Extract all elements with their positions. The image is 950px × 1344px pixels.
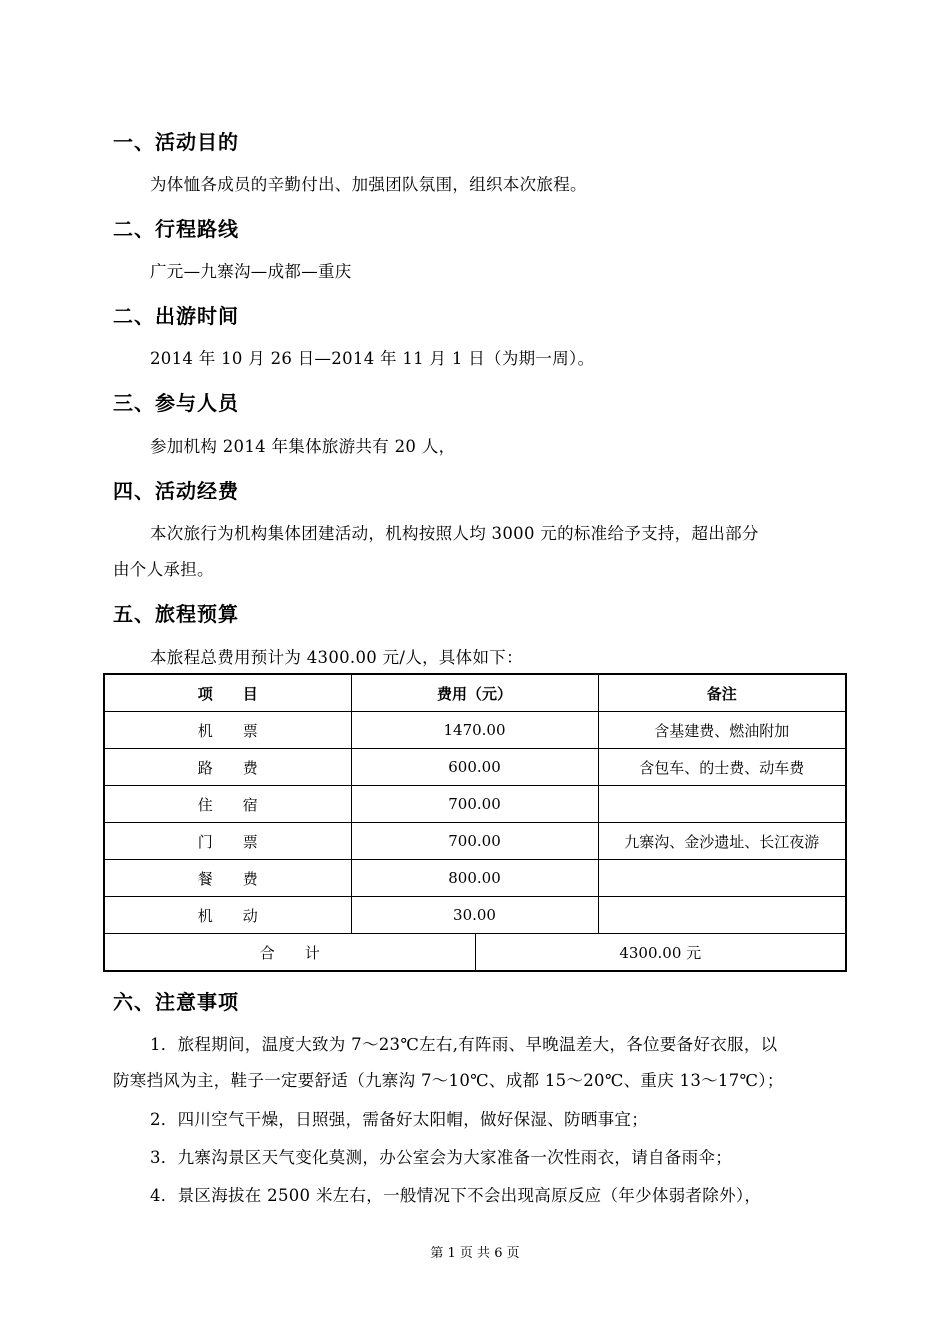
note-1-line1: 1．旅程期间，温度大致为 7～23℃左右,有阵雨、早晚温差大，各位要备好衣服，以 [150, 1035, 778, 1054]
section-heading-participants: 三、参与人员 [113, 391, 239, 415]
section-heading-time: 二、出游时间 [113, 304, 239, 328]
total-label: 合 计 [104, 934, 475, 972]
section-heading-budget: 五、旅程预算 [113, 602, 239, 626]
note-1-line2: 防寒挡风为主，鞋子一定要舒适（九寨沟 7～10℃、成都 15～20℃、重庆 13～17℃）； [113, 1071, 784, 1090]
table-row [104, 712, 846, 749]
cost-cell: 600.00 [351, 749, 598, 786]
header-remark: 备注 [598, 674, 846, 712]
table-row [104, 860, 846, 897]
budget-table [103, 673, 847, 972]
cost-cell: 800.00 [351, 860, 598, 897]
note-4: 4．景区海拔在 2500 米左右，一般情况下不会出现高原反应（年少体弱者除外）， [150, 1186, 762, 1205]
page-footer: 第 1 页 共 6 页 [430, 1246, 520, 1261]
cost-cell: 1470.00 [351, 712, 598, 749]
item-cell: 餐 费 [104, 860, 351, 897]
remark-cell: 含包车、的士费、动车费 [598, 749, 846, 786]
item-cell: 门 票 [104, 823, 351, 860]
funding-text-line2: 由个人承担。 [113, 560, 214, 579]
table-row [104, 823, 846, 860]
remark-cell: 含基建费、燃油附加 [598, 712, 846, 749]
table-total-row [104, 934, 846, 972]
section-heading-purpose: 一、活动目的 [113, 130, 239, 154]
remark-cell [598, 860, 846, 897]
note-3: 3．九寨沟景区天气变化莫测，办公室会为大家准备一次性雨衣，请自备雨伞； [150, 1148, 732, 1167]
table-row [104, 749, 846, 786]
item-cell: 路 费 [104, 749, 351, 786]
section-heading-notes: 六、注意事项 [113, 990, 239, 1014]
budget-intro-text: 本旅程总费用预计为 4300.00 元/人，具体如下： [150, 648, 523, 667]
remark-cell [598, 786, 846, 823]
table-row [104, 897, 846, 934]
cost-cell: 700.00 [351, 786, 598, 823]
table-header-row [104, 674, 846, 712]
purpose-text: 为体恤各成员的辛勤付出、加强团队氛围，组织本次旅程。 [150, 175, 587, 194]
section-heading-route: 二、行程路线 [113, 217, 239, 241]
total-value: 4300.00 元 [475, 934, 846, 972]
item-cell: 住 宿 [104, 786, 351, 823]
funding-text-line1: 本次旅行为机构集体团建活动，机构按照人均 3000 元的标准给予支持，超出部分 [150, 524, 759, 543]
cost-cell: 30.00 [351, 897, 598, 934]
item-cell: 机 票 [104, 712, 351, 749]
cost-cell: 700.00 [351, 823, 598, 860]
section-heading-funding: 四、活动经费 [113, 479, 239, 503]
route-text: 广元—九寨沟—成都—重庆 [150, 262, 352, 281]
remark-cell [598, 897, 846, 934]
header-item: 项 目 [104, 674, 351, 712]
item-cell: 机 动 [104, 897, 351, 934]
time-text: 2014 年 10 月 26 日—2014 年 11 月 1 日（为期一周）。 [150, 349, 595, 368]
note-2: 2．四川空气干燥，日照强，需备好太阳帽，做好保湿、防晒事宜； [150, 1110, 648, 1129]
table-row [104, 786, 846, 823]
remark-cell: 九寨沟、金沙遗址、长江夜游 [598, 823, 846, 860]
participants-text: 参加机构 2014 年集体旅游共有 20 人， [150, 437, 456, 456]
header-cost: 费用（元） [351, 674, 598, 712]
